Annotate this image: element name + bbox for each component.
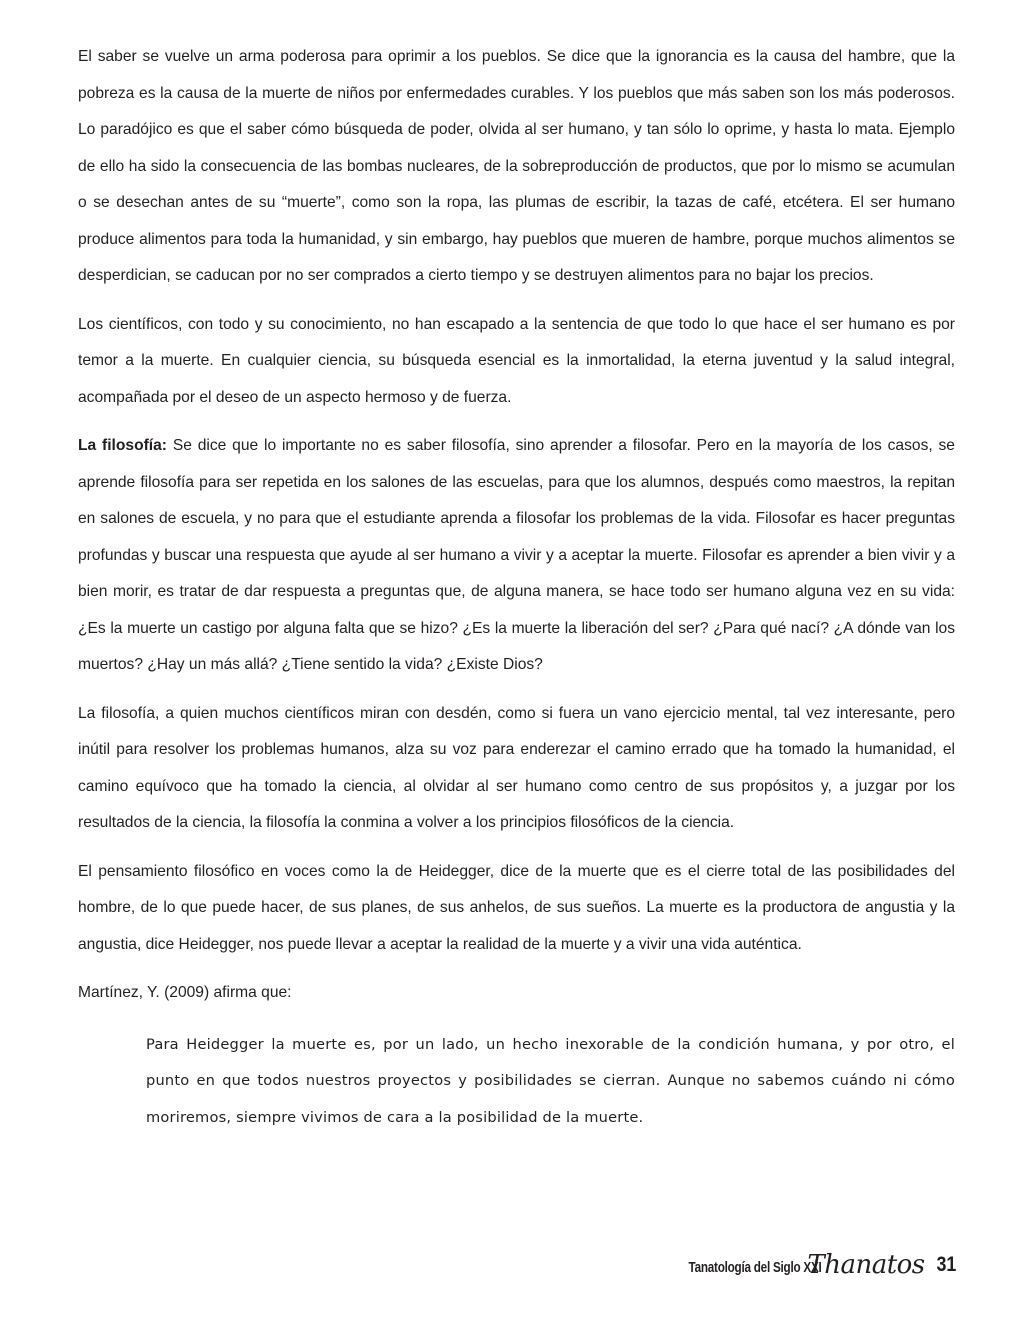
paragraph-saber: El saber se vuelve un arma poderosa para oprimir a los pueblos. Se dice que la ignorancia es la causa del hambre, que la pobreza es la causa de la muerte de niños por enfermedades curables. Y los pueblos que más saben son los más poderosos. Lo paradójico es que el saber cómo búsqueda de poder, olvida al ser humano, y tan sólo lo oprime, y hasta lo mata. Ejemplo de ello ha sido la consecuencia de las bombas nucleares, de la sobreproducción de productos, que por lo mismo se acumulan o se desechan antes de su “muerte”, como son la ropa, las plumas de escribir, la tazas de café, etcétera. El ser humano produce alimentos para toda la humanidad, y sin embargo, hay pueblos que mueren de hambre, porque muchos alimentos se desperdician, se caducan por no ser comprados a cierto tiempo y se destruyen alimentos para no bajar los precios.: [78, 48, 955, 284]
footer-series-title: Tanatología del Siglo XXI: [688, 1259, 822, 1276]
page-body: [78, 39, 955, 1136]
filosofia-text: Se dice que lo importante no es saber filosofía, sino aprender a filosofar. Pero en la mayoría de los casos, se aprende filosofía para ser repetida en los salones de las escuelas, para que los alumnos, después como maestros, la repitan en salones de escuela, y no para que el estudiante aprenda a filosofar los problemas de la vida. Filosofar es hacer preguntas profundas y buscar una respuesta que ayude al ser humano a vivir y a aceptar la muerte. Filosofar es aprender a bien vivir y a bien morir, es tratar de dar respuesta a preguntas que, de alguna manera, se hace todo ser humano alguna vez en su vida: ¿Es la muerte un castigo por alguna falta que se hizo? ¿Es la muerte la liberación del ser? ¿Para qué nací? ¿A dónde van los muertos? ¿Hay un más allá? ¿Tiene sentido la vida? ¿Existe Dios?: [78, 437, 955, 673]
page-number: 31: [936, 1253, 956, 1276]
thanatos-logo: Thanatos: [807, 1250, 925, 1280]
filosofia-heading: La filosofía:: [78, 437, 167, 454]
paragraph-cientificos: Los científicos, con todo y su conocimiento, no han escapado a la sentencia de que todo lo que hace el ser humano es por temor a la muerte. En cualquier ciencia, su búsqueda esencial es la inmortalidad, la eterna juventud y la salud integral, acompañada por el deseo de un aspecto hermoso y de fuerza.: [78, 315, 955, 406]
paragraph-filosofia-desden: La filosofía, a quien muchos científicos miran con desdén, como si fuera un vano ejercicio mental, tal vez interesante, pero inútil para resolver los problemas humanos, alza su voz para enderezar el camino errado que ha tomado la humanidad, el camino equívoco que ha tomado la ciencia, al olvidar al ser humano como centro de sus propósitos y, a juzgar por los resultados de la ciencia, la filosofía la conmina a volver a los principios filosóficos de la ciencia.: [78, 704, 955, 831]
page-footer: [651, 1240, 956, 1280]
paragraph-filosofia: [78, 428, 955, 684]
paragraph-citation-intro: Martínez, Y. (2009) afirma que:: [78, 984, 292, 1001]
block-quote: Para Heidegger la muerte es, por un lado, un hecho inexorable de la condición humana, y por otro, el punto en que todos nuestros proyectos y posibilidades se cierran. Aunque no sabemos cuándo ni cómo moriremos, siempre vivimos de cara a la posibilidad de la muerte.: [146, 1035, 955, 1126]
paragraph-heidegger: El pensamiento filosófico en voces como la de Heidegger, dice de la muerte que es el cierre total de las posibilidades del hombre, de lo que puede hacer, de sus planes, de sus anhelos, de sus sueños. La muerte es la productora de angustia y la angustia, dice Heidegger, nos puede llevar a aceptar la realidad de la muerte y a vivir una vida auténtica.: [78, 862, 955, 953]
